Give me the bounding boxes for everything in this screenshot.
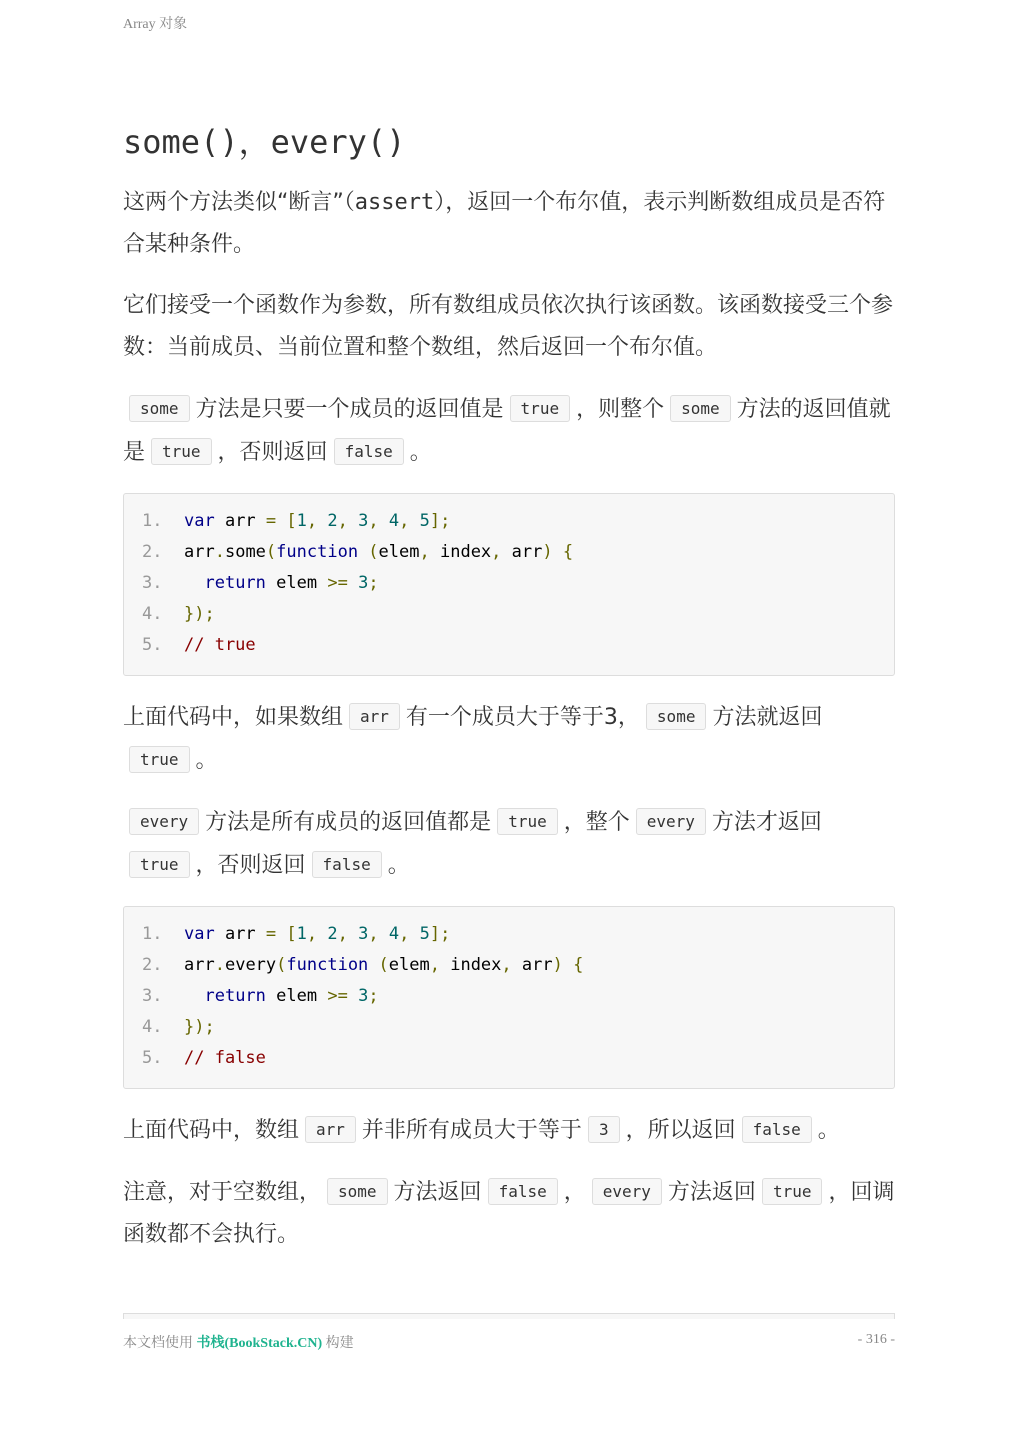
inline-code: some [670, 395, 731, 422]
text: ，回调函数都不会执行。 [123, 1180, 895, 1247]
section-title: some()，every() [123, 123, 406, 161]
space [348, 986, 358, 1006]
text-assert: （assert）， [343, 190, 468, 215]
paragraph-params: 它们接受一个函数作为参数，所有数组成员依次执行该函数。该函数接受三个参数：当前成员、当前位置和整个数组，然后返回一个布尔值。 [123, 293, 894, 360]
inline-code: every [592, 1178, 662, 1205]
number: 2 [327, 511, 338, 531]
identifier: arr [184, 955, 215, 975]
punct: , [306, 924, 328, 944]
punct: ; [368, 573, 379, 593]
code-line [142, 599, 876, 630]
line-number: 2. [142, 542, 163, 562]
text: 方法返回 [667, 1180, 756, 1205]
text: 上面代码中，数组 [123, 1118, 300, 1143]
punct: , [429, 955, 451, 975]
keyword: function [276, 542, 359, 562]
inline-code: some [129, 395, 190, 422]
text: 。 [409, 440, 432, 465]
punct: , [337, 924, 359, 944]
keyword: return [204, 986, 266, 1006]
punct: }); [184, 1017, 215, 1037]
identifier: elem [265, 573, 328, 593]
identifier: elem [378, 542, 420, 562]
punct: ; [368, 986, 379, 1006]
code-line [142, 919, 876, 950]
keyword: return [204, 573, 266, 593]
bookstack-link[interactable]: 书栈(BookStack.CN) [196, 1336, 323, 1351]
inline-code: true [497, 808, 558, 835]
identifier: index [450, 955, 502, 975]
indent [184, 986, 204, 1006]
text: 上面代码中，如果数组 [123, 705, 344, 730]
code-line [142, 506, 876, 537]
paragraph-intro [123, 182, 895, 266]
number: 1 [296, 511, 307, 531]
text: ，否则返回 [217, 440, 328, 465]
punct: ) { [552, 955, 584, 975]
text: 。 [387, 853, 410, 878]
comment: // false [184, 1048, 266, 1068]
punct: , [491, 542, 512, 562]
punct: , [419, 542, 440, 562]
running-header: Array 对象 [123, 17, 188, 32]
identifier: arr [184, 542, 215, 562]
text: 有一个成员大于等于3， [405, 705, 640, 730]
inline-code: every [636, 808, 706, 835]
inline-code: true [762, 1178, 823, 1205]
keyword: var [184, 924, 215, 944]
operator: >= [327, 573, 348, 593]
inline-code: some [646, 703, 707, 730]
number: 3 [358, 511, 369, 531]
code-line [142, 950, 876, 981]
punct: ( [265, 542, 277, 562]
punct: ( [358, 542, 379, 562]
inline-code: false [742, 1116, 812, 1143]
text: 方法才返回 [711, 810, 822, 835]
number: 3 [358, 924, 369, 944]
identifier: arr [511, 542, 543, 562]
text: 并非所有成员大于等于 [361, 1118, 582, 1143]
line-number: 5. [142, 1048, 163, 1068]
code-block-every [123, 906, 895, 1089]
punct: ]; [429, 924, 451, 944]
punct: , [501, 955, 522, 975]
inline-code: arr [349, 703, 400, 730]
paragraph-empty-array [123, 1171, 895, 1256]
footer-prefix: 本文档使用 [123, 1336, 197, 1351]
inline-code: every [129, 808, 199, 835]
punct: }); [184, 604, 215, 624]
operator: >= [327, 986, 348, 1006]
punct: ) { [542, 542, 574, 562]
text: 方法返回 [393, 1180, 482, 1205]
identifier: arr [214, 511, 266, 531]
inline-code: false [312, 851, 382, 878]
code-line [142, 1012, 876, 1043]
line-number: 3. [142, 986, 163, 1006]
punct: ( [276, 955, 287, 975]
line-number: 1. [142, 924, 163, 944]
page-number: - 316 - [857, 1332, 895, 1347]
number: 4 [388, 924, 400, 944]
number: 3 [358, 573, 369, 593]
inline-code: false [488, 1178, 558, 1205]
keyword: var [184, 511, 215, 531]
inline-code: 3 [588, 1116, 620, 1143]
punct: ]; [429, 511, 451, 531]
text: 方法是只要一个成员的返回值是 [195, 397, 504, 422]
text: 。 [817, 1118, 840, 1143]
inline-code: true [151, 438, 212, 465]
punct: , [368, 511, 389, 531]
operator: = [265, 924, 277, 944]
punct: [ [276, 924, 297, 944]
space [348, 573, 358, 593]
paragraph-some [123, 388, 895, 474]
number: 2 [327, 924, 338, 944]
text: 方法的返回值就是 [123, 397, 891, 465]
code-line [142, 568, 876, 599]
text: 返回一个布尔值，表示判断数组成员是否符合某种条件。 [123, 190, 886, 257]
paragraph-every [123, 801, 895, 887]
text: 方法就返回 [712, 705, 823, 730]
keyword: function [286, 955, 369, 975]
punct: . [214, 955, 225, 975]
indent [184, 573, 204, 593]
text: 。 [195, 748, 218, 773]
text: ，整个 [563, 810, 630, 835]
identifier: elem [388, 955, 430, 975]
number: 1 [296, 924, 307, 944]
line-number: 5. [142, 635, 163, 655]
comment: // true [184, 635, 256, 655]
inline-code: true [129, 851, 190, 878]
text: ，则整个 [576, 397, 665, 422]
code-line [142, 630, 876, 661]
line-number: 4. [142, 1017, 163, 1037]
identifier: arr [521, 955, 553, 975]
operator: = [265, 511, 277, 531]
identifier: index [439, 542, 492, 562]
text: 方法是所有成员的返回值都是 [205, 810, 492, 835]
identifier: elem [265, 986, 328, 1006]
text: 这两个方法类似“断言” [123, 190, 344, 215]
inline-code: false [334, 438, 404, 465]
inline-code: true [129, 746, 190, 773]
punct: , [399, 511, 420, 531]
method: some [224, 542, 266, 562]
text: ，否则返回 [195, 853, 306, 878]
text: 注意，对于空数组， [123, 1180, 322, 1205]
paragraph-every-explain [123, 1109, 895, 1152]
number: 5 [419, 511, 430, 531]
code-block-some [123, 493, 895, 676]
punct: [ [276, 511, 297, 531]
line-number: 4. [142, 604, 163, 624]
code-line [142, 537, 876, 568]
text: ，所以返回 [625, 1118, 736, 1143]
footer-credit [123, 1332, 354, 1352]
main-content [123, 118, 895, 1275]
punct: . [214, 542, 225, 562]
line-number: 1. [142, 511, 163, 531]
punct: , [399, 924, 420, 944]
punct: ( [368, 955, 389, 975]
identifier: arr [214, 924, 266, 944]
line-number: 3. [142, 573, 163, 593]
punct: , [306, 511, 328, 531]
number: 4 [388, 511, 400, 531]
footer-suffix: 构建 [322, 1336, 354, 1351]
inline-code: arr [305, 1116, 356, 1143]
code-line [142, 981, 876, 1012]
code-line [142, 1043, 876, 1074]
number: 5 [419, 924, 430, 944]
text: ， [563, 1180, 586, 1205]
number: 3 [358, 986, 369, 1006]
inline-code: true [510, 395, 571, 422]
inline-code: some [327, 1178, 388, 1205]
punct: , [337, 511, 359, 531]
paragraph-some-explain [123, 696, 895, 782]
punct: , [368, 924, 389, 944]
code-block-continued [123, 1313, 895, 1319]
method: every [224, 955, 277, 975]
line-number: 2. [142, 955, 163, 975]
